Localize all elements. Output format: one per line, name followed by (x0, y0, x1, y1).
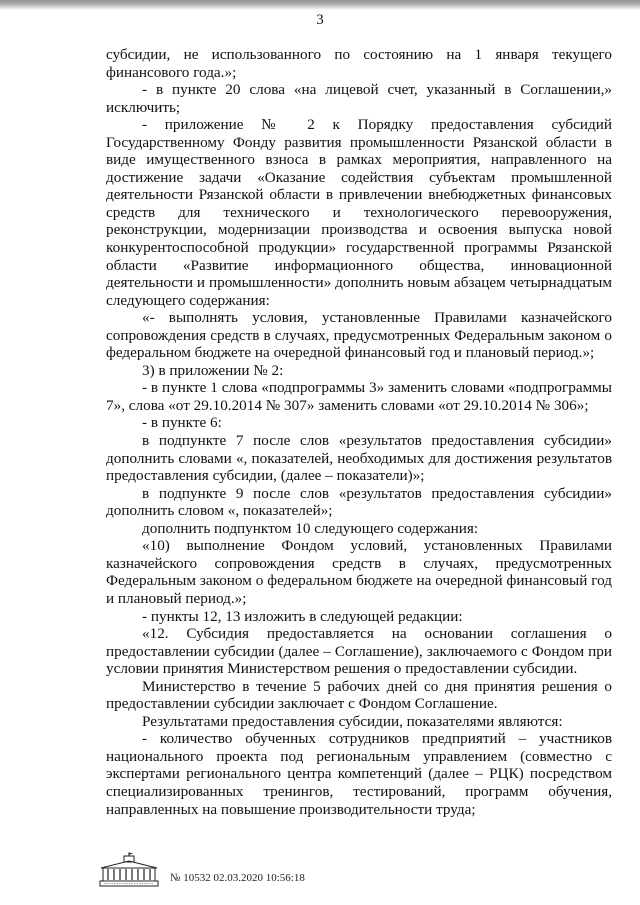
paragraph-6: - в пункте 1 слова «подпрограммы 3» заменить словами «подпрограммы 7», слова «от 29.10.2014 № 307» заменить словами «от 29.10.2014 № 306»; (106, 379, 612, 414)
paragraph-15: Результатами предоставления субсидии, показателями являются: (142, 712, 563, 730)
paragraph-5: 3) в приложении № 2: (142, 361, 284, 379)
paragraph-2: - в пункте 20 слова «на лицевой счет, указанный в Соглашении,» исключить; (106, 81, 612, 116)
paragraph-11: «10) выполнение Фондом условий, установленных Правилами казначейского сопровождения средств в случаях, предусмотренных Федеральным законом о федеральном бюджете на очередной финансовый год и плановый период.»; (106, 537, 612, 607)
paragraph-14: Министерство в течение 5 рабочих дней со дня принятия решения о предоставлении субсидии заключает с Фондом Соглашение. (106, 677, 612, 713)
paragraph-1: субсидии, не использованного по состоянию на 1 января текущего финансового года.»; (106, 46, 612, 81)
paragraph-3: - приложение № 2 к Порядку предоставления субсидий Государственному Фонду развития промышленности Рязанской области в виде имущественного взноса в рамках мероприятия, направленного на достижение задачи «Оказание содействия субъектам промышленной деятельности Рязанской области в привлечении внебюджетных финансовых средств для технического и технологического перевооружения, реконструкции, модернизации производства и освоения выпуска новой конкурентоспособной продукции» государственной программы Рязанской области «Развитие информационного общества, инновационной деятельности и промышленности» дополнить новым абзацем четырнадцатым следующего содержания: (106, 116, 612, 309)
paragraph-12: - пункты 12, 13 изложить в следующей редакции: (142, 607, 463, 625)
paragraph-8: в подпункте 7 после слов «результатов предоставления субсидии» дополнить словами «, показателей, необходимых для достижения результатов предоставления субсидии, (далее – показатели)»; (106, 432, 612, 485)
paragraph-13: «12. Субсидия предоставляется на основании соглашения о предоставлении субсидии (далее – Соглашение), заключаемого с Фондом при условии принятия Министерством решения о предоставлении субсидии. (106, 625, 612, 678)
scan-edge-shadow (0, 0, 640, 10)
paragraph-9: в подпункте 9 после слов «результатов предоставления субсидии» дополнить словом «, показателей»; (106, 484, 612, 520)
paragraph-10: дополнить подпунктом 10 следующего содержания: (142, 519, 479, 537)
government-building-logo-icon (98, 852, 160, 888)
paragraph-16: - количество обученных сотрудников предприятий – участников национального проекта под региональным управлением (совместно с экспертами регионального центра компетенций (далее – РЦК) посредством специализированных тренингов, тестирований, программ обучения, направленных на повышение производительности труда; (106, 730, 612, 818)
document-body (106, 46, 612, 818)
page-number: 3 (316, 12, 324, 28)
registration-stamp: № 10532 02.03.2020 10:56:18 (170, 872, 305, 884)
paragraph-7: - в пункте 6: (142, 414, 222, 432)
paragraph-4: «- выполнять условия, установленные Правилами казначейского сопровождения средств в случаях, предусмотренных Федеральным законом о федеральном бюджете на очередной финансовый год и плановый период.»; (106, 309, 612, 362)
registration-footer (98, 852, 518, 892)
